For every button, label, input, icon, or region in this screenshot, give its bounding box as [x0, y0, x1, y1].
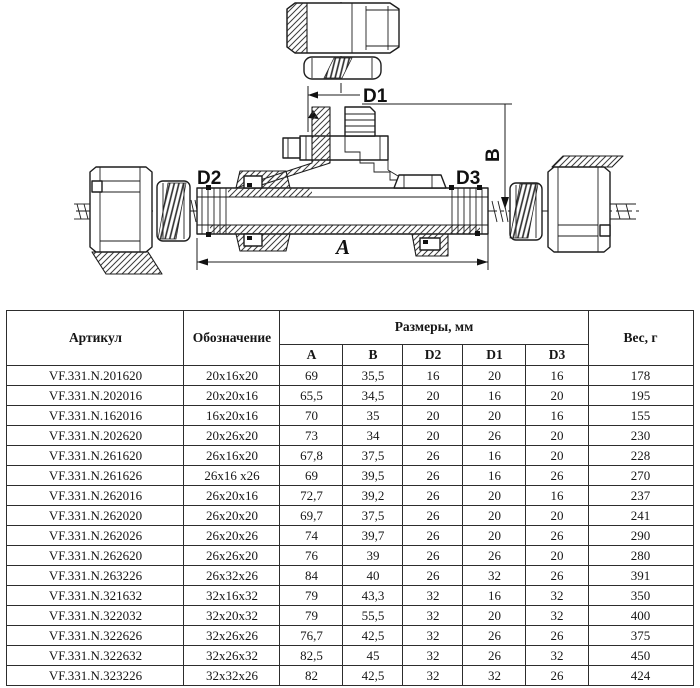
cell-designation: 26x16 x26 — [184, 466, 280, 486]
table-row — [7, 546, 693, 566]
cell-weight: 450 — [588, 646, 693, 666]
cell-designation: 16x20x16 — [184, 406, 280, 426]
cell-article: VF.331.N.262620 — [7, 546, 184, 566]
table-row — [7, 566, 693, 586]
cell-d3: 26 — [526, 626, 588, 646]
cell-d2: 32 — [403, 586, 463, 606]
cell-article: VF.331.N.202620 — [7, 426, 184, 446]
cell-weight: 391 — [588, 566, 693, 586]
table-row — [7, 446, 693, 466]
cell-d2: 32 — [403, 646, 463, 666]
left-nut — [74, 167, 162, 274]
cell-d1: 20 — [463, 486, 526, 506]
table-row — [7, 646, 693, 666]
cell-designation: 32x26x32 — [184, 646, 280, 666]
cell-d2: 26 — [403, 506, 463, 526]
cell-a: 65,5 — [280, 386, 343, 406]
cell-weight: 241 — [588, 506, 693, 526]
cell-d1: 16 — [463, 586, 526, 606]
cell-b: 34 — [343, 426, 403, 446]
cell-d3: 16 — [526, 486, 588, 506]
cell-designation: 26x20x20 — [184, 506, 280, 526]
dim-label-d3: D3 — [456, 168, 481, 189]
cell-article: VF.331.N.322032 — [7, 606, 184, 626]
table-row — [7, 406, 693, 426]
cell-d2: 32 — [403, 666, 463, 686]
cell-d2: 26 — [403, 546, 463, 566]
cell-d1: 16 — [463, 446, 526, 466]
cell-article: VF.331.N.162016 — [7, 406, 184, 426]
cell-weight: 178 — [588, 366, 693, 386]
cell-a: 73 — [280, 426, 343, 446]
cell-d1: 20 — [463, 526, 526, 546]
cell-designation: 32x20x32 — [184, 606, 280, 626]
cell-d3: 16 — [526, 366, 588, 386]
cell-d1: 26 — [463, 546, 526, 566]
cell-d3: 20 — [526, 546, 588, 566]
tee-fitting-drawing — [0, 0, 700, 306]
cell-weight: 424 — [588, 666, 693, 686]
cell-b: 45 — [343, 646, 403, 666]
cell-article: VF.331.N.202016 — [7, 386, 184, 406]
cell-d3: 20 — [526, 386, 588, 406]
cell-b: 55,5 — [343, 606, 403, 626]
table-row — [7, 386, 693, 406]
top-nut — [287, 3, 399, 53]
table-row — [7, 586, 693, 606]
o-ring-left-bottom — [206, 232, 211, 237]
cell-a: 69 — [280, 466, 343, 486]
o-ring-right-bottom — [475, 231, 480, 236]
cell-a: 69,7 — [280, 506, 343, 526]
cell-d3: 26 — [526, 566, 588, 586]
cell-designation: 26x20x16 — [184, 486, 280, 506]
cell-article: VF.331.N.323226 — [7, 666, 184, 686]
cell-designation: 20x16x20 — [184, 366, 280, 386]
cell-b: 39,2 — [343, 486, 403, 506]
cell-designation: 26x20x26 — [184, 526, 280, 546]
cell-weight: 155 — [588, 406, 693, 426]
cell-article: VF.331.N.261626 — [7, 466, 184, 486]
cell-d3: 26 — [526, 666, 588, 686]
cell-a: 67,8 — [280, 446, 343, 466]
cell-article: VF.331.N.263226 — [7, 566, 184, 586]
cell-b: 37,5 — [343, 446, 403, 466]
cell-designation: 32x16x32 — [184, 586, 280, 606]
spec-table-body — [7, 366, 693, 686]
dim-label-d2: D2 — [197, 168, 222, 189]
cell-d1: 20 — [463, 506, 526, 526]
cell-d2: 20 — [403, 406, 463, 426]
cell-d1: 20 — [463, 366, 526, 386]
dim-label-a: A — [336, 235, 351, 259]
cell-designation: 20x20x16 — [184, 386, 280, 406]
table-row — [7, 366, 693, 386]
col-header-sizes-group: Размеры, мм — [280, 311, 588, 345]
cell-article: VF.331.N.322626 — [7, 626, 184, 646]
cell-a: 84 — [280, 566, 343, 586]
table-row — [7, 526, 693, 546]
col-header-d2: D2 — [403, 345, 463, 366]
cell-d2: 20 — [403, 426, 463, 446]
cell-designation: 32x32x26 — [184, 666, 280, 686]
col-header-designation: Обозначение — [184, 311, 280, 366]
cell-a: 82 — [280, 666, 343, 686]
cell-designation: 32x26x26 — [184, 626, 280, 646]
table-row — [7, 626, 693, 646]
cell-d3: 32 — [526, 646, 588, 666]
table-row — [7, 426, 693, 446]
cell-article: VF.331.N.201620 — [7, 366, 184, 386]
cell-weight: 400 — [588, 606, 693, 626]
cell-d1: 16 — [463, 466, 526, 486]
cell-article: VF.331.N.322632 — [7, 646, 184, 666]
col-header-b: B — [343, 345, 403, 366]
right-nut — [548, 156, 636, 252]
cell-d2: 32 — [403, 606, 463, 626]
cell-b: 39,7 — [343, 526, 403, 546]
cell-weight: 237 — [588, 486, 693, 506]
cell-a: 82,5 — [280, 646, 343, 666]
cell-b: 39 — [343, 546, 403, 566]
cell-d1: 20 — [463, 406, 526, 426]
cell-b: 40 — [343, 566, 403, 586]
cell-d3: 16 — [526, 406, 588, 426]
cell-d1: 32 — [463, 666, 526, 686]
cell-d3: 26 — [526, 526, 588, 546]
cell-a: 79 — [280, 586, 343, 606]
table-row — [7, 606, 693, 626]
cell-d1: 32 — [463, 566, 526, 586]
dim-label-b: B — [483, 148, 504, 162]
cell-a: 70 — [280, 406, 343, 426]
cell-article: VF.331.N.261620 — [7, 446, 184, 466]
cell-b: 35 — [343, 406, 403, 426]
cell-d1: 16 — [463, 386, 526, 406]
cell-d1: 26 — [463, 646, 526, 666]
cell-weight: 270 — [588, 466, 693, 486]
right-nut-cut-hatch — [552, 156, 623, 167]
table-row — [7, 486, 693, 506]
cell-designation: 26x32x26 — [184, 566, 280, 586]
cell-b: 42,5 — [343, 626, 403, 646]
cell-d3: 20 — [526, 426, 588, 446]
table-row — [7, 666, 693, 686]
right-olive-ring — [492, 183, 542, 240]
col-header-weight: Вес, г — [588, 311, 693, 366]
left-nut-cut-hatch — [92, 252, 162, 274]
cell-weight: 280 — [588, 546, 693, 566]
cell-article: VF.331.N.262020 — [7, 506, 184, 526]
cell-weight: 195 — [588, 386, 693, 406]
dim-label-d1: D1 — [363, 86, 388, 107]
cell-d1: 26 — [463, 426, 526, 446]
cell-weight: 350 — [588, 586, 693, 606]
cell-a: 79 — [280, 606, 343, 626]
cell-weight: 375 — [588, 626, 693, 646]
cell-d2: 16 — [403, 366, 463, 386]
cell-d2: 26 — [403, 486, 463, 506]
spec-table-header — [7, 311, 693, 366]
top-olive-ring — [304, 57, 381, 79]
cell-b: 42,5 — [343, 666, 403, 686]
cell-weight: 228 — [588, 446, 693, 466]
cell-article: VF.331.N.262016 — [7, 486, 184, 506]
cell-d1: 26 — [463, 626, 526, 646]
cell-d3: 32 — [526, 586, 588, 606]
cell-weight: 230 — [588, 426, 693, 446]
table-row — [7, 506, 693, 526]
cell-designation: 26x16x20 — [184, 446, 280, 466]
cell-article: VF.331.N.321632 — [7, 586, 184, 606]
table-row — [7, 466, 693, 486]
cell-designation: 26x26x20 — [184, 546, 280, 566]
cell-a: 72,7 — [280, 486, 343, 506]
spec-table — [6, 310, 693, 686]
cell-d2: 26 — [403, 526, 463, 546]
cell-article: VF.331.N.262026 — [7, 526, 184, 546]
col-header-d3: D3 — [526, 345, 588, 366]
cell-a: 74 — [280, 526, 343, 546]
cell-d2: 26 — [403, 446, 463, 466]
cell-d3: 26 — [526, 466, 588, 486]
technical-drawing — [0, 0, 700, 306]
cell-d2: 20 — [403, 386, 463, 406]
cell-b: 37,5 — [343, 506, 403, 526]
cell-b: 39,5 — [343, 466, 403, 486]
col-header-a: A — [280, 345, 343, 366]
cell-weight: 290 — [588, 526, 693, 546]
cell-a: 69 — [280, 366, 343, 386]
cell-a: 76,7 — [280, 626, 343, 646]
o-ring-right-top-1 — [449, 185, 454, 190]
cell-designation: 20x26x20 — [184, 426, 280, 446]
cell-d1: 20 — [463, 606, 526, 626]
cell-a: 76 — [280, 546, 343, 566]
cell-d3: 20 — [526, 506, 588, 526]
cell-d2: 32 — [403, 626, 463, 646]
col-header-d1: D1 — [463, 345, 526, 366]
col-header-article: Артикул — [7, 311, 184, 366]
cell-d3: 32 — [526, 606, 588, 626]
cell-d2: 26 — [403, 466, 463, 486]
cell-d2: 26 — [403, 566, 463, 586]
cell-b: 35,5 — [343, 366, 403, 386]
cell-b: 34,5 — [343, 386, 403, 406]
cell-d3: 20 — [526, 446, 588, 466]
cell-b: 43,3 — [343, 586, 403, 606]
